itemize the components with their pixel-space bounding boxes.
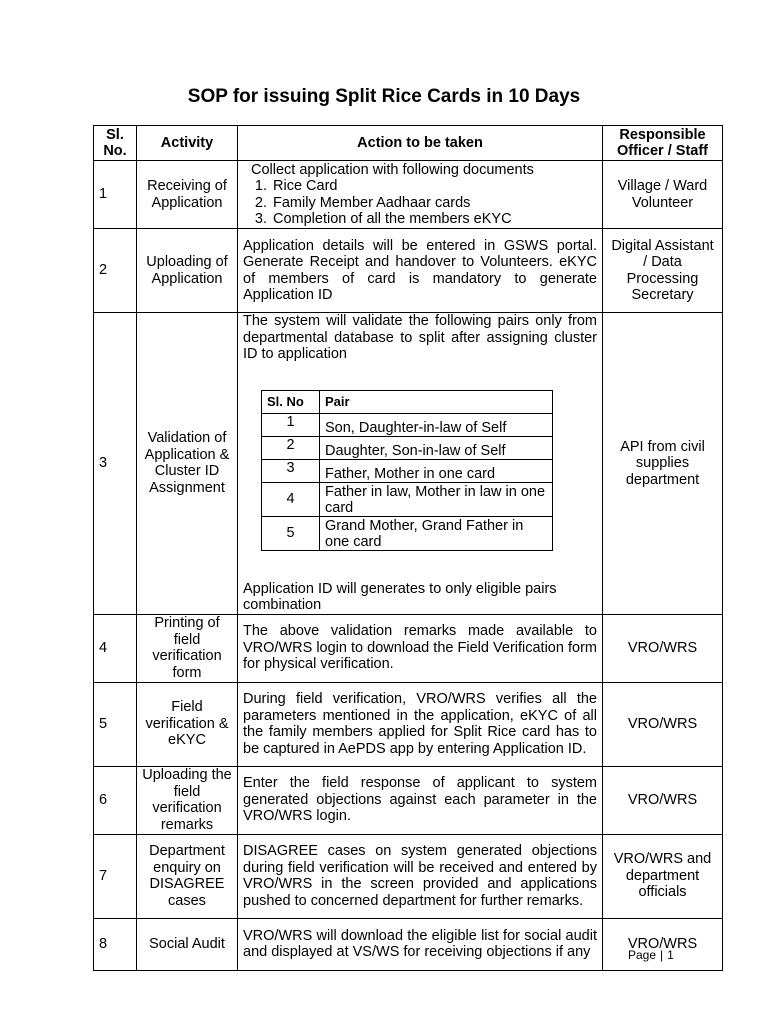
row-action: During field verification, VRO/WRS verifies all the parameters mentioned in the application, eKYC of all the family members applied for Split Rice card has to be captured in AePDS app by entering Application ID. (238, 682, 603, 766)
row-responsible: Village / Ward Volunteer (603, 161, 723, 229)
table-row (94, 614, 723, 682)
row-sl: 3 (94, 313, 137, 615)
row-action (238, 161, 603, 229)
row-action: The above validation remarks made available to VRO/WRS login to download the Field Verification form for physical verification. (238, 614, 603, 682)
page-footer (628, 948, 674, 962)
action-intro: Collect application with following documents (251, 161, 534, 178)
table-row (94, 313, 723, 615)
pair-sl: 4 (262, 482, 320, 516)
list-item: 1. Rice Card (271, 178, 597, 195)
pair-row (262, 436, 553, 459)
row-sl: 8 (94, 918, 137, 970)
table-row (94, 834, 723, 918)
row-responsible: VRO/WRS and department officials (603, 834, 723, 918)
pair-sl: 3 (262, 459, 320, 482)
list-item: 2. Family Member Aadhaar cards (271, 195, 597, 212)
row-action: VRO/WRS will download the eligible list for social audit and displayed at VS/WS for receiving objections if any (238, 918, 603, 970)
pair-sl: 1 (262, 413, 320, 436)
action-outro: Application ID will generates to only eligible pairs combination (243, 580, 557, 613)
table-row (94, 229, 723, 313)
pair-text: Father, Mother in one card (320, 459, 553, 482)
col-header-responsible: Responsible Officer / Staff (603, 126, 723, 161)
row-responsible: Digital Assistant / Data Processing Secretary (603, 229, 723, 313)
col-header-action: Action to be taken (238, 126, 603, 161)
row-sl: 2 (94, 229, 137, 313)
page-number: 1 (667, 948, 674, 962)
pair-row (262, 516, 553, 550)
table-row (94, 766, 723, 834)
table-row (94, 918, 723, 970)
row-activity: Receiving of Application (137, 161, 238, 229)
pair-sl: 5 (262, 516, 320, 550)
pair-row (262, 413, 553, 436)
row-action (238, 313, 603, 615)
pair-text: Daughter, Son-in-law of Self (320, 436, 553, 459)
page-label: Page (628, 948, 657, 962)
table-header-row (94, 126, 723, 161)
table-row (94, 682, 723, 766)
document-list (243, 178, 597, 228)
pairs-table (261, 390, 553, 551)
row-activity: Uploading the field verification remarks (137, 766, 238, 834)
row-action: Enter the field response of applicant to system generated objections against each parameter in the VRO/WRS login. (238, 766, 603, 834)
row-sl: 7 (94, 834, 137, 918)
row-sl: 5 (94, 682, 137, 766)
sop-table (93, 125, 723, 971)
row-action: DISAGREE cases on system generated objections during field verification will be received and entered by VRO/WRS in the screen provided and applications pushed to concerned department for further remarks. (238, 834, 603, 918)
row-responsible: VRO/WRS (603, 766, 723, 834)
row-sl: 6 (94, 766, 137, 834)
row-activity: Uploading of Application (137, 229, 238, 313)
row-activity: Printing of field verification form (137, 614, 238, 682)
row-activity: Department enquiry on DISAGREE cases (137, 834, 238, 918)
row-action: Application details will be entered in GSWS portal. Generate Receipt and handover to Volunteers. eKYC of members of card is mandatory to generate Application ID (238, 229, 603, 313)
row-sl: 4 (94, 614, 137, 682)
pairs-header-row (262, 390, 553, 413)
document-title: SOP for issuing Split Rice Cards in 10 Days (187, 86, 581, 107)
table-row (94, 161, 723, 229)
row-responsible: API from civil supplies department (603, 313, 723, 615)
pairs-header-pair: Pair (320, 390, 553, 413)
page-separator: | (660, 948, 664, 962)
pair-row (262, 482, 553, 516)
pairs-header-sl: Sl. No (262, 390, 320, 413)
col-header-activity: Activity (137, 126, 238, 161)
row-responsible: VRO/WRS (603, 918, 723, 970)
row-activity: Field verification & eKYC (137, 682, 238, 766)
pair-sl: 2 (262, 436, 320, 459)
pair-row (262, 459, 553, 482)
row-responsible: VRO/WRS (603, 682, 723, 766)
action-intro: The system will validate the following pairs only from departmental database to split after assigning cluster ID to application (243, 313, 597, 362)
list-item: 3. Completion of all the members eKYC (271, 211, 597, 228)
pair-text: Son, Daughter-in-law of Self (320, 413, 553, 436)
row-activity: Social Audit (137, 918, 238, 970)
pair-text: Grand Mother, Grand Father in one card (320, 516, 553, 550)
col-header-sl: Sl. No. (94, 126, 137, 161)
row-sl: 1 (94, 161, 137, 229)
row-responsible: VRO/WRS (603, 614, 723, 682)
pair-text: Father in law, Mother in law in one card (320, 482, 553, 516)
row-activity: Validation of Application & Cluster ID Assignment (137, 313, 238, 615)
